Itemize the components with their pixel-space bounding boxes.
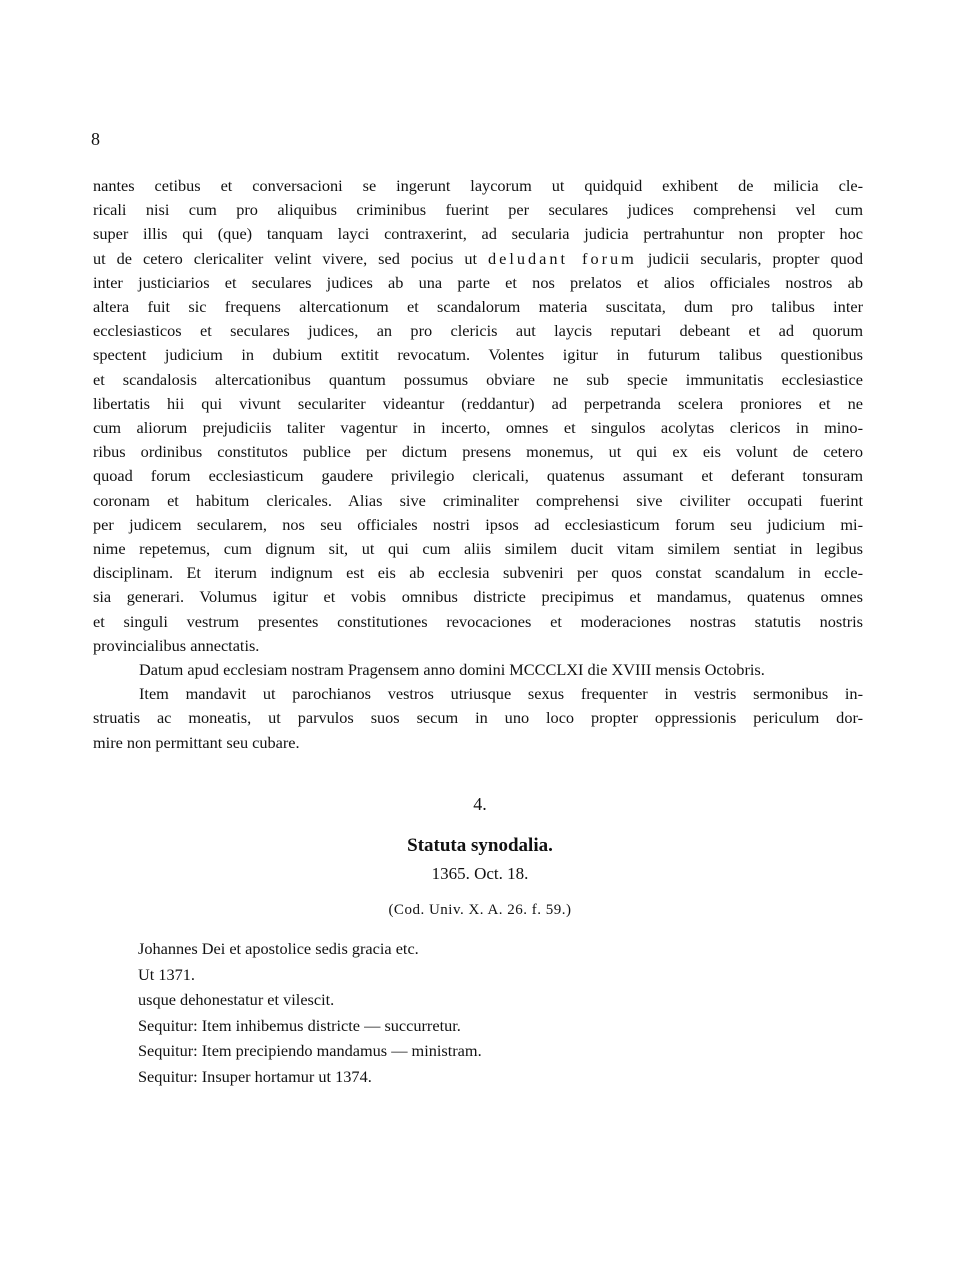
text-line: disciplinam. Et iterum indignum est eis ab ecclesia subveniri per quos constat scandalum in eccle-	[93, 563, 863, 583]
text-line: nantes cetibus et conversacioni se ingerunt laycorum ut quidquid exhibent de milicia cle-	[93, 176, 863, 195]
text-line: super illis qui (que) tanquam layci contraxerint, ad secularia judicia pertrahuntur non propter hoc	[93, 224, 863, 244]
reference-list	[138, 936, 482, 1090]
text-line: nime repetemus, cum dignum sit, ut qui cum aliis similem ducit vitam similem sentiat in legibus	[93, 539, 863, 559]
text-line: cum aliorum prejudiciis taliter vagentur in incerto, omnes et singulos acolytas clericos in mino-	[93, 418, 863, 438]
text-line: coronam et habitum clericales. Alias sive criminaliter comprehensi sive civiliter occupati fuerint	[93, 490, 863, 510]
text-line: quoad forum ecclesiasticum gaudere privilegio clericali, quatenus assumant et deferant tonsuram	[93, 466, 863, 486]
spaced-emphasis: deludant forum	[488, 248, 637, 268]
text-line: libertatis hii qui vivunt seculariter videantur (reddantur) ad perpetranda scelera proniores et ne	[93, 393, 863, 413]
text-line: mire non permittant seu cubare.	[93, 732, 300, 752]
text-line	[93, 247, 863, 271]
reference-line: Johannes Dei et apostolice sedis gracia etc.	[138, 939, 419, 958]
text-line: sia generari. Volumus igitur et vobis omnibus districte precipimus et mandamus, quatenus omnes	[93, 587, 863, 607]
text-line: inter justiciarios et seculares judices ab una parte et nos prelatos et alios officiales nostros ab	[93, 272, 863, 292]
reference-line: Sequitur: Insuper hortamur ut 1374.	[138, 1066, 372, 1086]
text-line: Item mandavit ut parochianos vestros utriusque sexus frequenter in vestris sermonibus in-	[139, 684, 863, 704]
text-segment: ut de cetero clericaliter velint vivere, sed pocius ut	[93, 248, 477, 268]
page-number: 8	[91, 129, 100, 149]
text-line: et singuli vestrum presentes constitutiones revocaciones et moderaciones nostras statutis nostris	[93, 611, 863, 631]
reference-line: usque dehonestatur et vilescit.	[138, 990, 335, 1010]
reference-line: Sequitur: Item inhibemus districte — succurretur.	[138, 1015, 461, 1035]
section-number: 4.	[473, 794, 487, 814]
text-line: provincialibus annectatis.	[93, 635, 260, 655]
text-line: ecclesiasticos et seculares judices, an pro clericis aut laycis reputari debeant et ad quorum	[93, 321, 863, 341]
reference-line: Ut 1371.	[138, 964, 195, 984]
text-line: altera fuit sic frequens altercationum et scandalorum materia suscitata, dum pro talibus inter	[93, 297, 863, 317]
reference-line: Sequitur: Item precipiendo mandamus — ministram.	[138, 1041, 482, 1061]
text-line: ribus ordinibus constitutos publice per dictum presens monemus, ut qui ex eis volunt de cetero	[93, 442, 863, 462]
section-source: (Cod. Univ. X. A. 26. f. 59.)	[388, 902, 572, 918]
text-line: et scandalosis altercationibus quantum possumus obviare ne sub specie immunitatis ecclesiastice	[93, 369, 863, 389]
text-line: spectent judicium in dubium extitit revocatum. Volentes igitur in futurum talibus questionibus	[93, 345, 863, 365]
text-line: ricali nisi cum pro aliquibus criminibus fuerint per seculares judices comprehensi vel cum	[93, 200, 863, 220]
text-segment: judicii secularis, propter quod	[647, 248, 864, 268]
section-title: Statuta synodalia.	[407, 835, 553, 856]
text-line: per judicem secularem, nos seu officiales nostri ipsos ad ecclesiasticum forum seu judicium mi-	[93, 514, 863, 534]
date-line: Datum apud ecclesiam nostram Pragensem anno domini MCCCLXI die XVIII mensis Octobris.	[139, 660, 765, 680]
body-text	[93, 174, 863, 755]
section-date: 1365. Oct. 18.	[431, 864, 529, 883]
text-line: struatis ac moneatis, ut parvulos suos secum in uno loco propter oppressionis periculum dor-	[93, 708, 863, 728]
